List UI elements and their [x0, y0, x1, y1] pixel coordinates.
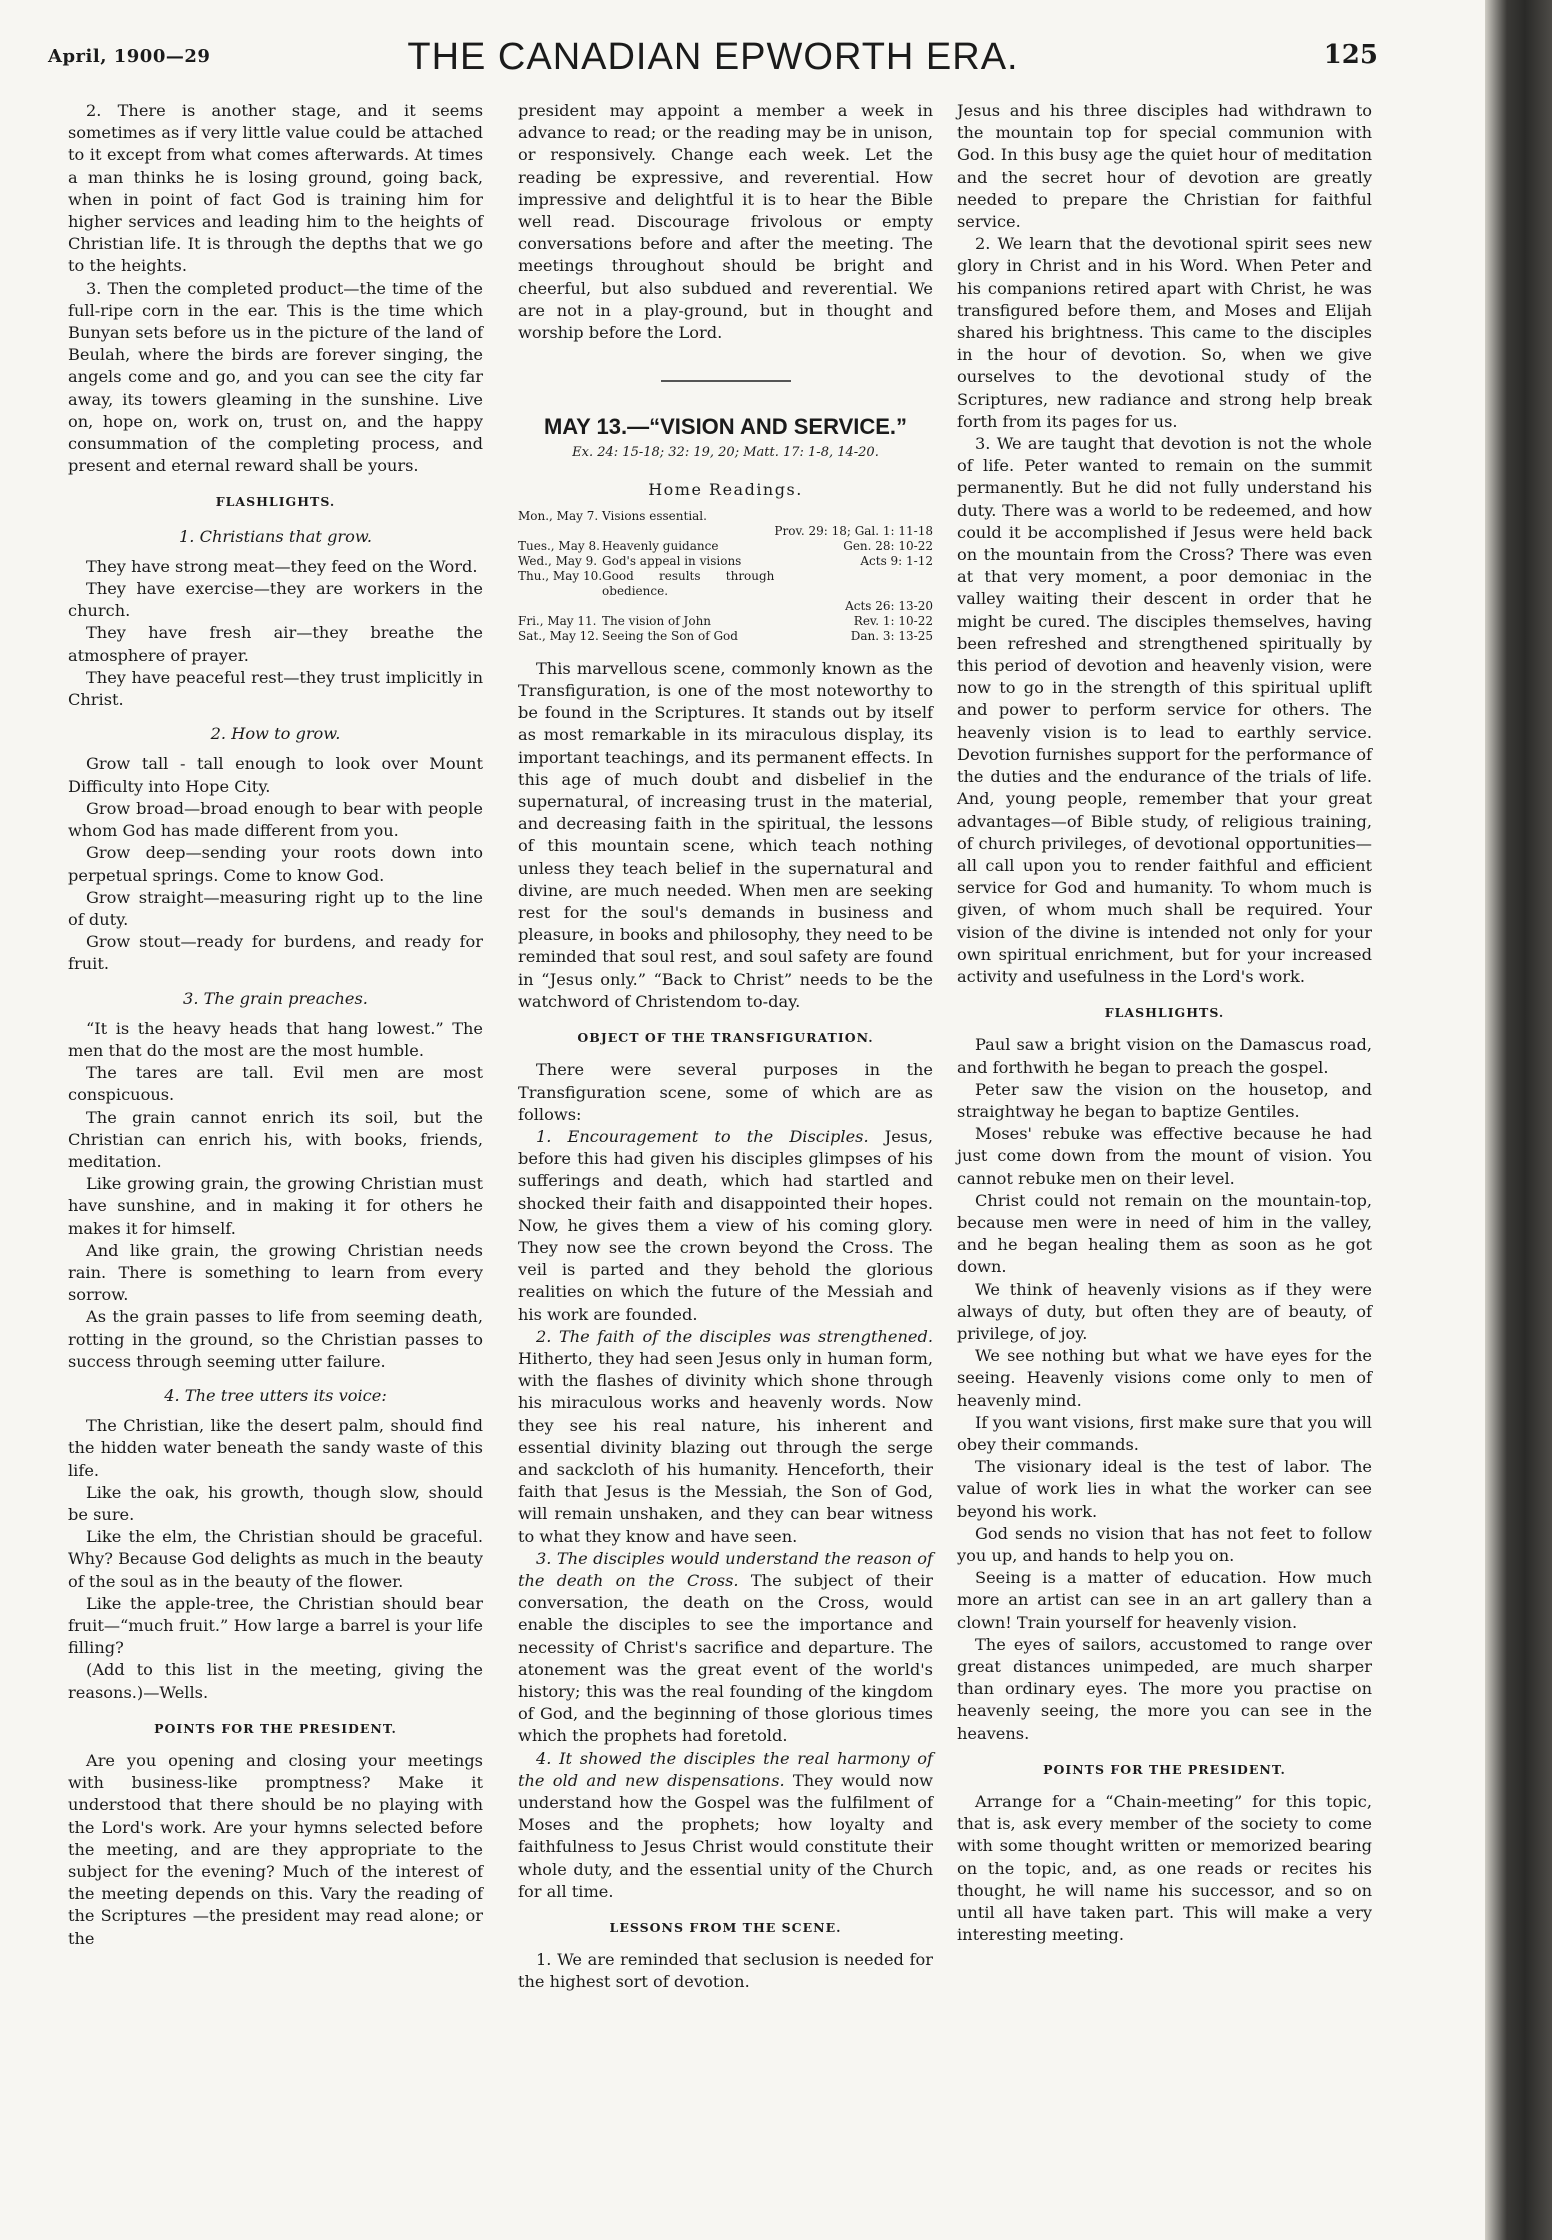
- point-text: The subject of their conversation, the death on the Cross, would enable the disciples to see the importance and necessity of Christ's sacrifice and departure. The atonement was the great event of the world's history; this was the real founding of the kingdom of God, and the beginning of those glorious times which the prophets had foretold.: [518, 1570, 933, 1746]
- home-readings-heading: Home Readings.: [648, 479, 803, 499]
- point-text: They would now understand how the Gospel was the fulfilment of Moses and the prophets; how loyalty and faithfulness to Jesus Christ would constitute their whole duty, and the essential unity of the Church for all time.: [518, 1770, 934, 1901]
- section-heading-lessons: LESSONS FROM THE SCENE.: [609, 1920, 842, 1936]
- point-lead: 1. Encouragement to the Disciples.: [536, 1126, 869, 1146]
- paragraph: Like growing grain, the growing Christian must have sunshine, and in making it for others he makes it for himself.: [68, 1174, 483, 1238]
- paragraph: Are you opening and closing your meetings with business-like promptness? Make it understood that there should be no playing with the Lord's work. Are your hymns selected before the meeting, and are they appropriate to the subject for the evening? Much of the interest of the meeting depends on this. Vary the reading of the Scriptures —the president may read alone; or the: [68, 1751, 483, 1948]
- paragraph: Grow tall - tall enough to look over Mount Difficulty into Hope City.: [68, 754, 483, 796]
- paragraph: God sends no vision that has not feet to follow you up, and hands to help you on.: [957, 1523, 1372, 1565]
- page-header: [48, 36, 1378, 86]
- subheading-tree-voice: 4. The tree utters its voice:: [164, 1385, 387, 1405]
- section-heading-points: POINTS FOR THE PRESIDENT.: [154, 1720, 397, 1736]
- paragraph: “It is the heavy heads that hang lowest.” The men that do the most are the most humble.: [68, 1018, 483, 1060]
- reading-ref: Dan. 3: 13-25: [850, 628, 933, 643]
- scripture-references: Ex. 24: 15-18; 32: 19, 20; Matt. 17: 1-8, 14-20.: [572, 445, 879, 461]
- paragraph: This marvellous scene, commonly known as the Transfiguration, is one of the most noteworthy to be found in the Scriptures. It stands out by itself as most remarkable in its miraculous display, its important teachings, and its permanent effects. In this age of much doubt and disbelief in the supernatural, of increasing trust in the material, and decreasing faith in the spiritual, the lessons of this mountain scene, which teach nothing unless they teach belief in the supernatural and divine, are much needed. When men are seeking rest for the soul's demands in business and pleasure, in books and philosophy, they need to be reminded that soul rest, and soul safety are found in “Jesus only.” “Back to Christ” needs to be the watchword of Christendom to-day.: [518, 658, 933, 1011]
- reading-day: Mon., May 7.: [518, 508, 599, 523]
- reading-day: Tues., May 8.: [518, 538, 600, 553]
- paragraph: Moses' rebuke was effective because he had just come down from the mount of vision. You cannot rebuke men on their level.: [957, 1124, 1372, 1188]
- paragraph: 2. There is another stage, and it seems sometimes as if very little value could be attached to it except from what comes afterwards. At times a man thinks he is losing ground, going back, when in point of fact God is training him for higher services and leading him to the heights of Christian life. It is through the depths that we go to the heights.: [68, 101, 483, 276]
- point-text: Hitherto, they had seen Jesus only in human form, with the flashes of divinity which shone through his miraculous works and heavenly words. Now they see his real nature, his inherent and essential divinity blazing out through the serge and sackcloth of his humanity. Henceforth, their faith that Jesus is the Messiah, the Son of God, will remain unshaken, and they can bear witness to what they know and have seen.: [518, 1348, 933, 1546]
- home-readings-table: [518, 509, 933, 644]
- column-3: [957, 100, 1372, 1946]
- paragraph: Jesus and his three disciples had withdrawn to the mountain top for special communion with God. In this busy age the quiet hour of meditation and the secret hour of devotion are greatly needed to prepare the Christian for faithful service.: [957, 101, 1372, 232]
- paragraph: The Christian, like the desert palm, should find the hidden water beneath the sandy waste of this life.: [68, 1416, 483, 1480]
- reading-day: [518, 599, 602, 614]
- reading-day: Thu., May 10.: [518, 568, 603, 583]
- paragraph: The visionary ideal is the test of labor. The value of work lies in what the worker can see beyond his work.: [957, 1457, 1372, 1521]
- paragraph: If you want visions, first make sure that you will obey their commands.: [957, 1412, 1372, 1454]
- paragraph: As the grain passes to life from seeming death, rotting in the ground, so the Christian passes to success through seeming utter failure.: [68, 1307, 483, 1371]
- paragraph: Seeing is a matter of education. How much more an artist can see in an art gallery than a clown! Train yourself for heavenly vision.: [957, 1568, 1372, 1632]
- paragraph: [518, 1748, 933, 1903]
- column-1: [68, 100, 483, 1950]
- paragraph: Paul saw a bright vision on the Damascus road, and forthwith he began to preach the gospel.: [957, 1035, 1372, 1077]
- paragraph: Like the apple-tree, the Christian should bear fruit—“much fruit.” How large a barrel is your life filling?: [68, 1593, 483, 1658]
- paragraph: Christ could not remain on the mountain-top, because men were in need of him in the valley, and he began healing them as soon as he got down.: [957, 1190, 1372, 1277]
- paragraph: Grow stout—ready for burdens, and ready for fruit.: [68, 932, 483, 974]
- reading-ref: Rev. 1: 10-22: [853, 613, 933, 628]
- reading-ref: Gen. 28: 10-22: [843, 538, 933, 553]
- reading-day: [518, 524, 602, 539]
- section-heading-object: OBJECT OF THE TRANSFIGURATION.: [577, 1030, 874, 1046]
- reading-title: Heavenly guidance: [602, 538, 719, 553]
- reading-title: Seeing the Son of God: [602, 628, 738, 643]
- reading-day: Sat., May 12.: [518, 628, 599, 643]
- point-lead: 4. It showed the disciples the real harmony of the old and new dispensations.: [518, 1748, 933, 1790]
- paragraph: They have strong meat—they feed on the Word.: [86, 556, 478, 576]
- paragraph: Like the elm, the Christian should be graceful. Why? Because God delights as much in the beauty of the soul as in the beauty of the flower.: [68, 1527, 483, 1591]
- paragraph: Grow deep—sending your roots down into perpetual springs. Come to know God.: [68, 843, 483, 885]
- paragraph: They have fresh air—they breathe the atmosphere of prayer.: [68, 623, 483, 665]
- subheading-christians-grow: 1. Christians that grow.: [179, 526, 372, 546]
- point-text: Jesus, before this had given his disciples glimpses of his sufferings and death, which had startled and shocked their faith and disappointed their hopes. Now, he gives them a view of his coming glory. They now see the crown beyond the Cross. The veil is parted and they behold the glorious realities on which the future of the Messiah and his work are founded.: [518, 1126, 933, 1324]
- paragraph: Grow straight—measuring right up to the line of duty.: [68, 887, 483, 929]
- table-row: [518, 554, 933, 569]
- paragraph: The tares are tall. Evil men are most conspicuous.: [68, 1063, 483, 1105]
- reading-title: The vision of John: [602, 613, 712, 628]
- reading-ref: [774, 569, 933, 599]
- paragraph: They have exercise—they are workers in the church.: [68, 579, 483, 621]
- table-row: [518, 524, 933, 539]
- paragraph: And like grain, the growing Christian needs rain. There is something to learn from every sorrow.: [68, 1240, 483, 1305]
- paragraph: (Add to this list in the meeting, giving the reasons.)—Wells.: [68, 1660, 483, 1702]
- book-binding-edge: [1485, 0, 1552, 2240]
- topic-heading: MAY 13.—“VISION AND SERVICE.”: [543, 414, 908, 440]
- divider: [661, 380, 791, 382]
- reading-ref: [774, 509, 933, 524]
- paragraph: [518, 1326, 933, 1548]
- paragraph: The eyes of sailors, accustomed to range over great distances unimpeded, are much sharper than ordinary eyes. The more you practise on heavenly seeing, the more you can see in the heavens.: [957, 1634, 1372, 1743]
- point-lead: 2. The faith of the disciples was strengthened.: [536, 1326, 933, 1346]
- table-row: [518, 509, 933, 524]
- subheading-grain-preaches: 3. The grain preaches.: [183, 988, 368, 1008]
- section-heading-points: POINTS FOR THE PRESIDENT.: [1043, 1761, 1286, 1777]
- section-heading-flashlights: FLASHLIGHTS.: [215, 494, 336, 510]
- reading-day: Wed., May 9.: [518, 553, 598, 568]
- paragraph: [518, 1126, 933, 1326]
- paragraph: Grow broad—broad enough to bear with people whom God has made different from you.: [68, 798, 483, 841]
- paragraph: Arrange for a “Chain-meeting” for this topic, that is, ask every member of the society to come with some thought written or memorized bearing on the topic, and, as one reads or recites his thought, he will name his successor, and so on until all have taken part. This will make a very interesting meeting.: [957, 1792, 1372, 1945]
- reading-title: [602, 524, 774, 539]
- reading-title: Visions essential.: [602, 508, 707, 523]
- publication-title: THE CANADIAN EPWORTH ERA.: [407, 36, 1019, 78]
- section-heading-flashlights: FLASHLIGHTS.: [1104, 1005, 1225, 1021]
- reading-ref: Acts 9: 1-12: [860, 553, 933, 568]
- subheading-how-to-grow: 2. How to grow.: [210, 724, 341, 744]
- table-row: [518, 629, 933, 644]
- paragraph: 3. Then the completed product—the time of the full-ripe corn in the ear. This is the time which Bunyan sets before us in the picture of the land of Beulah, where the birds are forever singing, the angels come and go, and you can see the city far away, its towers gleaming in the sunshine. Live on, hope on, work on, trust on, and the happy consummation of the completing process, and present and eternal reward shall be yours.: [68, 278, 483, 476]
- paragraph: The grain cannot enrich its soil, but the Christian can enrich his, with books, friends, meditation.: [68, 1107, 483, 1171]
- reading-title: [602, 599, 774, 614]
- issue-date: April, 1900—29: [48, 46, 211, 67]
- point-lead: 3. The disciples would understand the reason of the death on the Cross.: [518, 1548, 933, 1590]
- paragraph: [518, 1548, 933, 1748]
- page-number: 125: [1323, 40, 1378, 70]
- paragraph: 2. We learn that the devotional spirit sees new glory in Christ and in his Word. When Peter and his companions retired apart with Christ, he was transfigured before them, and Moses and Elijah shared his brightness. This came to the disciples in the hour of devotion. So, when we give ourselves to the devotional study of the Scriptures, new radiance and strong help break forth from its pages for us.: [957, 234, 1372, 431]
- table-row: [518, 599, 933, 614]
- column-2: [518, 100, 933, 1994]
- table-row: [518, 614, 933, 629]
- paragraph: 1. We are reminded that seclusion is needed for the highest sort of devotion.: [518, 1950, 933, 1992]
- table-row: [518, 539, 933, 554]
- reading-ref: Acts 26: 13-20: [845, 598, 933, 613]
- paragraph: We see nothing but what we have eyes for the seeing. Heavenly visions come only to men of heavenly mind.: [957, 1346, 1372, 1410]
- reading-title: God's appeal in visions: [602, 553, 742, 568]
- paragraph: There were several purposes in the Transfiguration scene, some of which are as follows:: [518, 1060, 933, 1124]
- paragraph: Peter saw the vision on the housetop, and straightway he began to baptize Gentiles.: [957, 1079, 1372, 1121]
- paragraph: president may appoint a member a week in advance to read; or the reading may be in unison, or responsively. Change each week. Let the reading be expressive, and reverential. How impressive and delightful it is to hear the Bible well read. Discourage frivolous or empty conversations before and after the meeting. The meetings throughout should be bright and cheerful, but also subdued and reverential. We are not in a play-ground, but in thought and worship before the Lord.: [518, 101, 933, 343]
- reading-title: Good results through obedience.: [602, 568, 775, 598]
- paragraph: 3. We are taught that devotion is not the whole of life. Peter wanted to remain on the summit permanently. But he did not fully understand his duty. There was a world to be redeemed, and how could it be accomplished if Jesus were held back on the mountain from the Cross? There was even at that very moment, a poor demoniac in the valley waiting their descent in order that he might be cured. The disciples themselves, having been refreshed and strengthened spiritually by this period of devotion and heavenly vision, were now to go in the strength of this spiritual uplift and power to perform service for others. The heavenly vision is to lead to earthly service. Devotion furnishes support for the performance of the duties and the endurance of the trials of life. And, young people, remember that your great advantages—of Bible study, of religious training, of church privileges, of devotional opportunities—all call upon you to render faithful and efficient service for God and humanity. To whom much is given, of whom much shall be required. Your vision of the divine is intended not only for your own spiritual enrichment, but for your increased activity and usefulness in the Lord's work.: [957, 434, 1372, 986]
- table-row: [518, 569, 933, 599]
- reading-day: Fri., May 11.: [518, 613, 597, 628]
- paragraph: Like the oak, his growth, though slow, should be sure.: [68, 1482, 483, 1524]
- reading-ref: Prov. 29: 18; Gal. 1: 11-18: [774, 523, 933, 538]
- paragraph: They have peaceful rest—they trust implicitly in Christ.: [68, 667, 483, 710]
- paragraph: We think of heavenly visions as if they were always of duty, but often they are of beauty, of privilege, of joy.: [957, 1279, 1372, 1343]
